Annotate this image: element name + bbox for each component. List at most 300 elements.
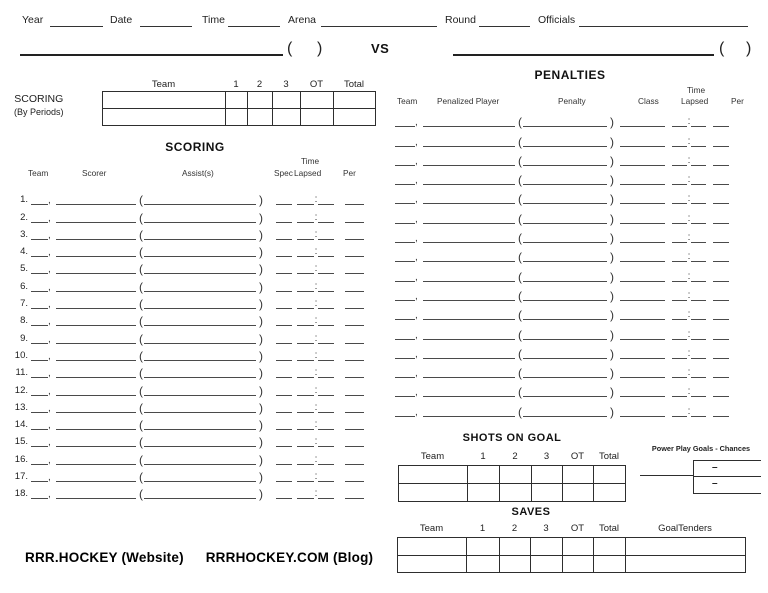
scoring-row-number: 12. bbox=[14, 384, 28, 396]
scoring-team-blank bbox=[31, 299, 48, 309]
assists-blank bbox=[144, 264, 256, 274]
time-seconds-blank bbox=[318, 195, 334, 205]
penalty-paren-open: ( bbox=[518, 153, 522, 168]
time-minutes-blank bbox=[672, 156, 687, 166]
scorer-blank bbox=[56, 282, 136, 292]
penalty-blank bbox=[523, 310, 607, 320]
period-blank bbox=[713, 214, 729, 224]
scoring-team-blank bbox=[31, 316, 48, 326]
shots-col-2: 2 bbox=[512, 451, 518, 462]
scoring-team-blank bbox=[31, 437, 48, 447]
colon-separator: : bbox=[314, 315, 318, 327]
comma-separator: , bbox=[48, 247, 51, 259]
penalized-player-blank bbox=[423, 175, 515, 185]
assists-paren-close: ) bbox=[259, 314, 263, 329]
comma-separator: , bbox=[48, 195, 51, 207]
scorer-blank bbox=[56, 334, 136, 344]
time-seconds-blank bbox=[318, 489, 334, 499]
scoring-hdr-team: Team bbox=[28, 168, 49, 178]
scoring-hdr-spec: Spec bbox=[274, 168, 293, 178]
spec-blank bbox=[276, 195, 292, 205]
penalty-row bbox=[395, 397, 729, 419]
assists-paren-open: ( bbox=[139, 227, 143, 242]
round-blank bbox=[479, 26, 530, 27]
scoring-row bbox=[12, 482, 364, 502]
assists-paren-close: ) bbox=[259, 245, 263, 260]
penalty-paren-open: ( bbox=[518, 250, 522, 265]
penalty-team-blank bbox=[395, 214, 415, 224]
comma-separator: , bbox=[415, 194, 418, 206]
penalty-paren-close: ) bbox=[610, 346, 614, 361]
penalty-row bbox=[395, 301, 729, 323]
time-minutes-blank bbox=[297, 247, 314, 257]
penalty-paren-close: ) bbox=[610, 250, 614, 265]
scoring-row-number: 10. bbox=[14, 349, 28, 361]
period-blank bbox=[713, 291, 729, 301]
penalized-player-blank bbox=[423, 252, 515, 262]
colon-separator: : bbox=[687, 289, 691, 301]
comma-separator: , bbox=[415, 368, 418, 380]
comma-separator: , bbox=[48, 299, 51, 311]
spec-blank bbox=[276, 316, 292, 326]
penalty-blank bbox=[523, 387, 607, 397]
scoring-title: SCORING bbox=[165, 140, 225, 154]
arena-blank bbox=[321, 26, 437, 27]
comma-separator: , bbox=[48, 281, 51, 293]
time-minutes-blank bbox=[297, 403, 314, 413]
penalty-row bbox=[395, 262, 729, 284]
blog-text: RRRHOCKEY.COM (Blog) bbox=[205, 550, 374, 565]
scorer-blank bbox=[56, 472, 136, 482]
website-text: RRR.HOCKEY (Website) bbox=[25, 550, 184, 565]
scoring-hdr-assists: Assist(s) bbox=[182, 168, 214, 178]
class-blank bbox=[620, 407, 665, 417]
power-play-stem-line bbox=[640, 475, 693, 476]
colon-separator: : bbox=[687, 135, 691, 147]
spec-blank bbox=[276, 264, 292, 274]
comma-separator: , bbox=[48, 229, 51, 241]
scoring-team-blank bbox=[31, 472, 48, 482]
penalty-team-blank bbox=[395, 368, 415, 378]
scoring-row bbox=[12, 378, 364, 398]
time-minutes-blank bbox=[672, 252, 687, 262]
class-blank bbox=[620, 310, 665, 320]
scoring-row-number: 16. bbox=[14, 453, 28, 465]
comma-separator: , bbox=[415, 406, 418, 418]
time-minutes-blank bbox=[297, 368, 314, 378]
scorer-blank bbox=[56, 455, 136, 465]
time-seconds-blank bbox=[691, 349, 706, 359]
class-blank bbox=[620, 330, 665, 340]
class-blank bbox=[620, 252, 665, 262]
colon-separator: : bbox=[687, 154, 691, 166]
colon-separator: : bbox=[687, 251, 691, 263]
penalty-paren-close: ) bbox=[610, 288, 614, 303]
assists-blank bbox=[144, 472, 256, 482]
assists-paren-close: ) bbox=[259, 418, 263, 433]
assists-blank bbox=[144, 195, 256, 205]
home-paren-open: ( bbox=[287, 40, 293, 57]
scoring-by-periods-label bbox=[14, 92, 64, 118]
year-blank bbox=[50, 26, 103, 27]
scoring-team-blank bbox=[31, 195, 48, 205]
assists-paren-open: ( bbox=[139, 470, 143, 485]
penalty-blank bbox=[523, 368, 607, 378]
assists-paren-open: ( bbox=[139, 210, 143, 225]
penalty-paren-open: ( bbox=[518, 269, 522, 284]
scorer-blank bbox=[56, 195, 136, 205]
penalty-blank bbox=[523, 349, 607, 359]
penalty-row bbox=[395, 378, 729, 400]
period-blank bbox=[345, 386, 364, 396]
comma-separator: , bbox=[48, 437, 51, 449]
penalty-paren-close: ) bbox=[610, 153, 614, 168]
comma-separator: , bbox=[48, 368, 51, 380]
time-seconds-blank bbox=[691, 310, 706, 320]
scoring-by-periods-table bbox=[102, 91, 376, 126]
class-blank bbox=[620, 291, 665, 301]
penalized-player-blank bbox=[423, 137, 515, 147]
penalized-player-blank bbox=[423, 349, 515, 359]
penalized-player-blank bbox=[423, 310, 515, 320]
penalty-row bbox=[395, 340, 729, 359]
class-blank bbox=[620, 233, 665, 243]
penalty-paren-close: ) bbox=[610, 231, 614, 246]
scoring-row bbox=[12, 465, 364, 485]
penalty-paren-close: ) bbox=[610, 173, 614, 188]
scoring-row-number: 14. bbox=[14, 419, 28, 431]
period-blank bbox=[345, 316, 364, 326]
colon-separator: : bbox=[314, 488, 318, 500]
comma-separator: , bbox=[48, 333, 51, 345]
class-blank bbox=[620, 117, 665, 127]
scoring-row-number: 3. bbox=[20, 228, 28, 240]
time-seconds-blank bbox=[691, 407, 706, 417]
sbp-col-3: 3 bbox=[283, 79, 289, 90]
penalty-team-blank bbox=[395, 291, 415, 301]
assists-paren-close: ) bbox=[259, 331, 263, 346]
assists-paren-open: ( bbox=[139, 400, 143, 415]
time-minutes-blank bbox=[672, 214, 687, 224]
time-minutes-blank bbox=[297, 264, 314, 274]
scoring-team-blank bbox=[31, 282, 48, 292]
comma-separator: , bbox=[48, 212, 51, 224]
time-seconds-blank bbox=[318, 472, 334, 482]
period-blank bbox=[713, 407, 729, 417]
scorer-blank bbox=[56, 299, 136, 309]
scoring-team-blank bbox=[31, 351, 48, 361]
period-blank bbox=[345, 230, 364, 240]
period-blank bbox=[713, 368, 729, 378]
penalized-player-blank bbox=[423, 330, 515, 340]
assists-paren-open: ( bbox=[139, 314, 143, 329]
period-blank bbox=[345, 247, 364, 257]
penalized-player-blank bbox=[423, 214, 515, 224]
colon-separator: : bbox=[314, 228, 318, 240]
assists-blank bbox=[144, 230, 256, 240]
time-seconds-blank bbox=[691, 214, 706, 224]
scoring-row bbox=[12, 396, 364, 413]
time-minutes-blank bbox=[672, 233, 687, 243]
time-seconds-blank bbox=[318, 455, 334, 465]
spec-blank bbox=[276, 437, 292, 447]
scoring-by-periods-label-line2: (By Periods) bbox=[14, 107, 64, 117]
time-minutes-blank bbox=[672, 272, 687, 282]
class-blank bbox=[620, 175, 665, 185]
assists-paren-open: ( bbox=[139, 279, 143, 294]
time-minutes-blank bbox=[672, 175, 687, 185]
saves-title: SAVES bbox=[511, 506, 551, 518]
penalty-blank bbox=[523, 272, 607, 282]
penalty-blank bbox=[523, 214, 607, 224]
scoring-row bbox=[12, 344, 364, 361]
penalty-blank bbox=[523, 117, 607, 127]
scoring-team-blank bbox=[31, 403, 48, 413]
away-paren-close: ) bbox=[746, 40, 752, 57]
penalty-team-blank bbox=[395, 137, 415, 147]
scoring-rows bbox=[12, 188, 364, 502]
saves-col-ot: OT bbox=[570, 523, 585, 534]
colon-separator: : bbox=[314, 298, 318, 310]
saves-col-goaltenders: GoalTenders bbox=[658, 523, 712, 534]
scoring-team-blank bbox=[31, 420, 48, 430]
penalty-blank bbox=[523, 233, 607, 243]
penalty-team-blank bbox=[395, 387, 415, 397]
scoring-row-number: 17. bbox=[14, 471, 28, 483]
time-minutes-blank bbox=[297, 299, 314, 309]
time-minutes-blank bbox=[297, 437, 314, 447]
assists-paren-close: ) bbox=[259, 366, 263, 381]
period-blank bbox=[345, 213, 364, 223]
scorer-blank bbox=[56, 247, 136, 257]
sbp-col-ot: OT bbox=[309, 79, 324, 90]
penalty-blank bbox=[523, 330, 607, 340]
assists-paren-open: ( bbox=[139, 262, 143, 277]
assists-blank bbox=[144, 247, 256, 257]
penalty-row bbox=[395, 204, 729, 226]
scorer-blank bbox=[56, 386, 136, 396]
colon-separator: : bbox=[314, 436, 318, 448]
sbp-col-total: Total bbox=[343, 79, 365, 90]
time-minutes-blank bbox=[672, 387, 687, 397]
time-minutes-blank bbox=[297, 489, 314, 499]
officials-blank bbox=[579, 26, 748, 27]
scoring-row bbox=[12, 447, 364, 467]
penalty-team-blank bbox=[395, 272, 415, 282]
assists-paren-open: ( bbox=[139, 331, 143, 346]
scoring-row bbox=[12, 292, 364, 312]
colon-separator: : bbox=[314, 471, 318, 483]
period-blank bbox=[345, 489, 364, 499]
scoring-team-blank bbox=[31, 368, 48, 378]
period-blank bbox=[345, 351, 364, 361]
scoring-row-number: 2. bbox=[20, 211, 28, 223]
assists-blank bbox=[144, 368, 256, 378]
assists-paren-close: ) bbox=[259, 297, 263, 312]
time-minutes-blank bbox=[297, 386, 314, 396]
penalty-blank bbox=[523, 175, 607, 185]
scorer-blank bbox=[56, 368, 136, 378]
scoring-row-number: 9. bbox=[20, 332, 28, 344]
shots-col-3: 3 bbox=[543, 451, 550, 462]
scoring-row-number: 8. bbox=[20, 315, 28, 327]
comma-separator: , bbox=[48, 472, 51, 484]
assists-blank bbox=[144, 403, 256, 413]
penalties-hdr-lapsed: Lapsed bbox=[681, 96, 709, 106]
penalty-paren-close: ) bbox=[610, 115, 614, 130]
time-seconds-blank bbox=[318, 230, 334, 240]
scoring-by-periods-column-headers bbox=[102, 79, 375, 90]
period-blank bbox=[713, 194, 729, 204]
assists-blank bbox=[144, 299, 256, 309]
spec-blank bbox=[276, 351, 292, 361]
penalty-team-blank bbox=[395, 233, 415, 243]
saves-row-home bbox=[398, 538, 746, 556]
assists-paren-close: ) bbox=[259, 452, 263, 467]
saves-table bbox=[397, 537, 746, 573]
scoring-hdr-time: Time bbox=[301, 156, 320, 166]
penalty-paren-open: ( bbox=[518, 134, 522, 149]
period-blank bbox=[345, 455, 364, 465]
time-minutes-blank bbox=[297, 455, 314, 465]
penalty-team-blank bbox=[395, 310, 415, 320]
comma-separator: , bbox=[48, 489, 51, 501]
penalty-paren-close: ) bbox=[610, 366, 614, 381]
scoring-row bbox=[12, 257, 364, 277]
spec-blank bbox=[276, 403, 292, 413]
time-minutes-blank bbox=[297, 316, 314, 326]
penalties-rows bbox=[395, 108, 729, 417]
assists-paren-open: ( bbox=[139, 193, 143, 208]
scoring-team-blank bbox=[31, 386, 48, 396]
penalty-paren-close: ) bbox=[610, 327, 614, 342]
penalty-row bbox=[395, 359, 729, 381]
period-blank bbox=[713, 137, 729, 147]
period-blank bbox=[713, 272, 729, 282]
scoring-row-number: 7. bbox=[20, 298, 28, 310]
penalty-row bbox=[395, 282, 729, 301]
assists-paren-open: ( bbox=[139, 435, 143, 450]
scorer-blank bbox=[56, 316, 136, 326]
time-minutes-blank bbox=[672, 117, 687, 127]
penalty-team-blank bbox=[395, 117, 415, 127]
time-minutes-blank bbox=[672, 310, 687, 320]
time-minutes-blank bbox=[297, 195, 314, 205]
scorer-blank bbox=[56, 351, 136, 361]
scoring-row bbox=[12, 361, 364, 381]
spec-blank bbox=[276, 299, 292, 309]
date-label: Date bbox=[110, 14, 133, 26]
spec-blank bbox=[276, 247, 292, 257]
away-team-name-blank bbox=[453, 54, 714, 56]
penalties-hdr-per: Per bbox=[731, 96, 744, 106]
penalized-player-blank bbox=[423, 233, 515, 243]
penalty-paren-open: ( bbox=[518, 327, 522, 342]
penalty-paren-close: ) bbox=[610, 134, 614, 149]
assists-blank bbox=[144, 334, 256, 344]
penalty-paren-open: ( bbox=[518, 173, 522, 188]
penalty-row bbox=[395, 320, 729, 342]
scoring-team-blank bbox=[31, 230, 48, 240]
class-blank bbox=[620, 214, 665, 224]
assists-paren-close: ) bbox=[259, 348, 263, 363]
comma-separator: , bbox=[415, 310, 418, 322]
saves-column-headers bbox=[397, 523, 745, 534]
period-blank bbox=[713, 252, 729, 262]
assists-paren-close: ) bbox=[259, 400, 263, 415]
time-seconds-blank bbox=[691, 272, 706, 282]
comma-separator: , bbox=[415, 155, 418, 167]
colon-separator: : bbox=[314, 367, 318, 379]
scoring-by-periods-label-line1: SCORING bbox=[14, 93, 64, 105]
shots-col-team: Team bbox=[420, 451, 445, 462]
time-minutes-blank bbox=[672, 330, 687, 340]
comma-separator: , bbox=[48, 420, 51, 432]
penalty-paren-open: ( bbox=[518, 404, 522, 419]
time-seconds-blank bbox=[318, 334, 334, 344]
time-minutes-blank bbox=[672, 349, 687, 359]
colon-separator: : bbox=[314, 263, 318, 275]
penalty-paren-open: ( bbox=[518, 308, 522, 323]
assists-paren-open: ( bbox=[139, 348, 143, 363]
saves-col-team: Team bbox=[419, 523, 444, 534]
scorer-blank bbox=[56, 420, 136, 430]
period-blank bbox=[713, 117, 729, 127]
scoring-team-blank bbox=[31, 455, 48, 465]
time-seconds-blank bbox=[691, 117, 706, 127]
spec-blank bbox=[276, 334, 292, 344]
scorer-blank bbox=[56, 403, 136, 413]
time-minutes-blank bbox=[297, 334, 314, 344]
penalty-team-blank bbox=[395, 194, 415, 204]
power-play-bracket bbox=[693, 460, 761, 494]
time-minutes-blank bbox=[672, 194, 687, 204]
penalized-player-blank bbox=[423, 156, 515, 166]
period-blank bbox=[345, 403, 364, 413]
penalties-title: PENALTIES bbox=[534, 68, 606, 82]
comma-separator: , bbox=[48, 385, 51, 397]
scoring-hdr-per: Per bbox=[343, 168, 356, 178]
saves-col-2: 2 bbox=[511, 523, 518, 534]
colon-separator: : bbox=[314, 246, 318, 258]
colon-separator: : bbox=[687, 212, 691, 224]
comma-separator: , bbox=[415, 387, 418, 399]
penalty-blank bbox=[523, 252, 607, 262]
time-label: Time bbox=[202, 14, 225, 26]
shots-col-1: 1 bbox=[480, 451, 486, 462]
comma-separator: , bbox=[48, 350, 51, 362]
assists-paren-open: ( bbox=[139, 487, 143, 502]
assists-blank bbox=[144, 455, 256, 465]
penalties-hdr-class: Class bbox=[638, 96, 659, 106]
penalty-team-blank bbox=[395, 252, 415, 262]
assists-paren-close: ) bbox=[259, 279, 263, 294]
period-blank bbox=[713, 233, 729, 243]
penalty-paren-open: ( bbox=[518, 115, 522, 130]
assists-blank bbox=[144, 351, 256, 361]
shots-col-ot: OT bbox=[570, 451, 585, 462]
assists-paren-open: ( bbox=[139, 418, 143, 433]
penalty-paren-open: ( bbox=[518, 211, 522, 226]
comma-separator: , bbox=[415, 329, 418, 341]
time-seconds-blank bbox=[691, 194, 706, 204]
colon-separator: : bbox=[687, 347, 691, 359]
spec-blank bbox=[276, 230, 292, 240]
scoring-row bbox=[12, 205, 364, 225]
period-blank bbox=[713, 349, 729, 359]
period-blank bbox=[713, 387, 729, 397]
sbp-col-2: 2 bbox=[256, 79, 263, 90]
